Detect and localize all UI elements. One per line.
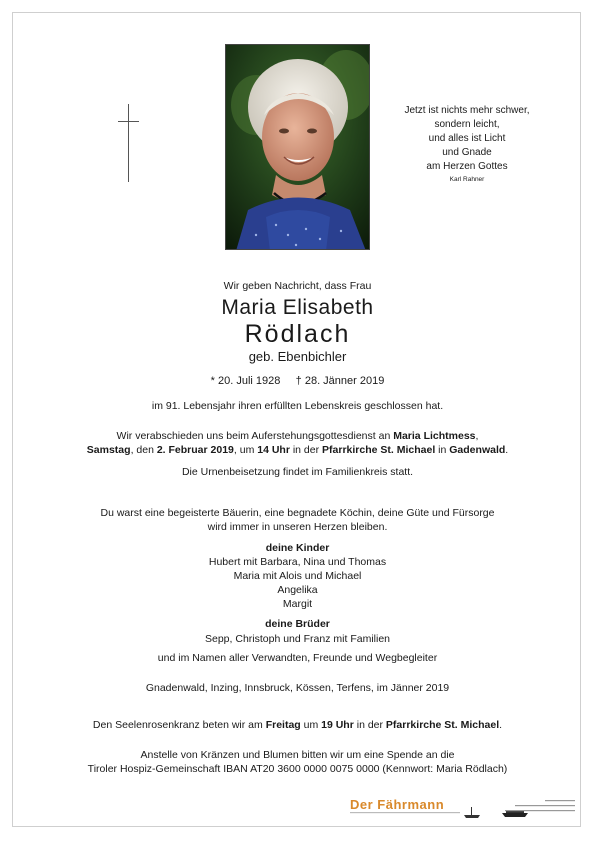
funeral-home-logo: Der Fährmann	[350, 797, 445, 812]
poem-line: und alles ist Licht	[428, 133, 506, 144]
tribute-line: Du warst eine begeisterte Bäuerin, eine begnadete Köchin, deine Güte und Fürsorge	[100, 507, 495, 519]
donation-line: Tiroler Hospiz-Gemeinschaft IBAN AT20 3600 0000 0075 0000 (Kennwort: Maria Rödlach)	[87, 763, 508, 775]
child-entry: Maria mit Alois und Michael	[233, 570, 362, 582]
poem-line: am Herzen Gottes	[426, 161, 508, 172]
places-text: Gnadenwald, Inzing, Innsbruck, Kössen, Terfens, im Jänner 2019	[145, 682, 450, 694]
brother-entry: Sepp, Christoph und Franz mit Familien	[205, 633, 390, 645]
donation-line: Anstelle von Kränzen und Blumen bitten wir um eine Spende an die	[140, 749, 455, 761]
relatives-text: und im Namen aller Verwandten, Freunde und Wegbegleiter	[157, 652, 438, 664]
child-entry: Angelika	[277, 584, 318, 596]
birth-date: * 20. Juli 1928	[210, 375, 281, 387]
children-heading: deine Kinder	[265, 542, 330, 554]
death-date: † 28. Jänner 2019	[295, 375, 385, 387]
life-dates	[40, 374, 555, 388]
service-line-2: Samstag, den 2. Februar 2019, um 14 Uhr in der Pfarrkirche St. Michael in Gadenwald.	[86, 444, 509, 456]
logo-subtext-decoration	[350, 811, 460, 816]
service-occasion: Maria Lichtmess	[393, 430, 476, 442]
child-entry: Hubert mit Barbara, Nina und Thomas	[208, 556, 387, 568]
first-names: Maria Elisabeth	[221, 296, 374, 319]
intro-text: Wir geben Nachricht, dass Frau	[223, 280, 372, 292]
tribute-line: wird immer in unseren Herzen bleiben.	[207, 521, 388, 533]
service-line-1: Wir verabschieden uns beim Auferstehungsgottesdienst an Maria Lichtmess,	[116, 430, 479, 442]
poem-line: und Gnade	[442, 147, 492, 158]
portrait-illustration	[226, 45, 370, 250]
urn-text: Die Urnenbeisetzung findet im Familienkreis statt.	[181, 466, 414, 478]
last-name: Rödlach	[244, 320, 351, 348]
brothers-heading: deine Brüder	[265, 618, 330, 630]
poem	[382, 104, 552, 186]
born-name: geb. Ebenbichler	[248, 349, 347, 364]
poem-line: sondern leicht,	[434, 119, 500, 130]
rosary-text: Den Seelenrosenkranz beten wir am Freitag um 19 Uhr in der Pfarrkirche St. Michael.	[92, 719, 503, 731]
poem-author: Karl Rahner	[449, 176, 485, 183]
portrait-photo	[225, 44, 370, 250]
contact-info-decoration	[495, 799, 575, 819]
child-entry: Margit	[282, 598, 313, 610]
lifespan-text: im 91. Lebensjahr ihren erfüllten Lebenskreis geschlossen hat.	[151, 400, 444, 412]
poem-line: Jetzt ist nichts mehr schwer,	[404, 105, 530, 116]
